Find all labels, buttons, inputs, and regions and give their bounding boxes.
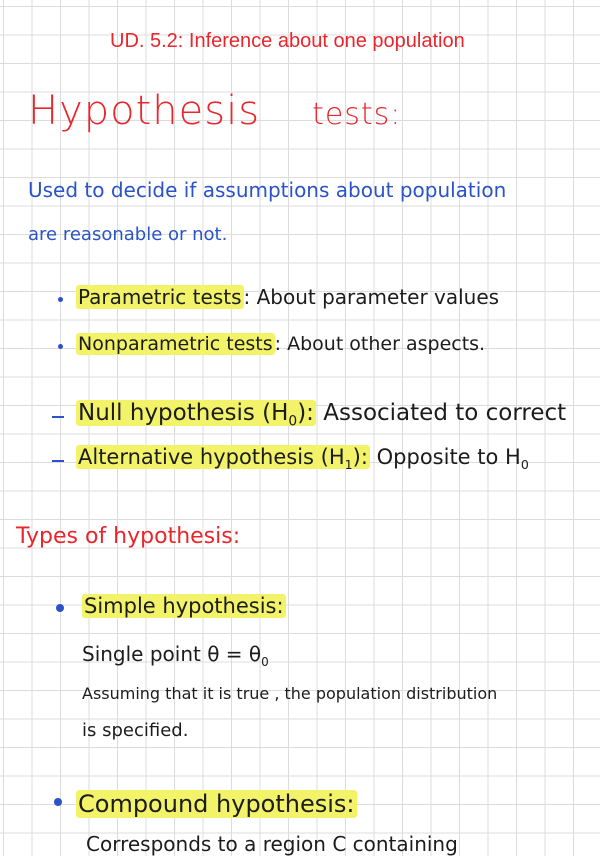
null-hypothesis-label: Null hypothesis (H [78,400,289,426]
bullet-dot-icon [56,604,64,612]
term-nonparametric-tests: Nonparametric tests [78,333,273,355]
null-hypothesis-description: Associated to correct [315,400,567,426]
term-compound-hypothesis: Compound hypothesis: [78,790,355,818]
dash-icon [52,416,64,418]
term-parametric-tests: Parametric tests [78,285,242,309]
heading-word-hypothesis: Hypothesis [28,88,261,134]
term-simple-hypothesis: Simple hypothesis: [84,594,284,618]
bullet-dot-icon [58,297,63,302]
null-hypothesis-subscript: 0 [288,413,298,430]
corresponds-line: Corresponds to a region C containing [86,832,458,856]
alternative-hypothesis-close: ): [352,445,368,469]
specified-line: is specified. [82,720,189,741]
simple-hypothesis-label [82,594,286,618]
alternative-hypothesis-line [76,445,529,472]
description-line-1: Used to decide if assumptions about population [28,178,507,202]
list-item-parametric [76,285,499,309]
dash-icon [52,460,64,462]
compound-hypothesis-label [76,790,357,818]
theta-subscript: 0 [261,655,269,669]
term-null-hypothesis [76,400,316,430]
null-hypothesis-close: ): [297,400,314,426]
alternative-hypothesis-subscript: 1 [344,457,353,473]
alternative-hypothesis-label: Alternative hypothesis (H [78,445,345,469]
null-hypothesis-line [76,400,566,430]
single-point-line [82,642,269,669]
parametric-description: : About parameter values [243,285,500,309]
alternative-description-subscript: 0 [520,457,529,473]
assuming-line: Assuming that it is true , the population distribution [82,684,498,703]
list-item-nonparametric [76,333,485,355]
bullet-dot-icon [54,798,62,806]
types-heading: Types of hypothesis: [16,524,241,549]
unit-title: UD. 5.2: Inference about one population [110,30,465,52]
term-alternative-hypothesis [76,445,370,473]
main-heading [28,88,401,134]
heading-word-tests: tests: [312,97,402,132]
bullet-dot-icon [58,344,63,349]
single-point-text: Single point θ = θ [82,642,262,666]
nonparametric-description: : About other aspects. [274,333,486,355]
description-line-2: are reasonable or not. [28,224,228,245]
alternative-hypothesis-description: Opposite to H [369,445,521,469]
